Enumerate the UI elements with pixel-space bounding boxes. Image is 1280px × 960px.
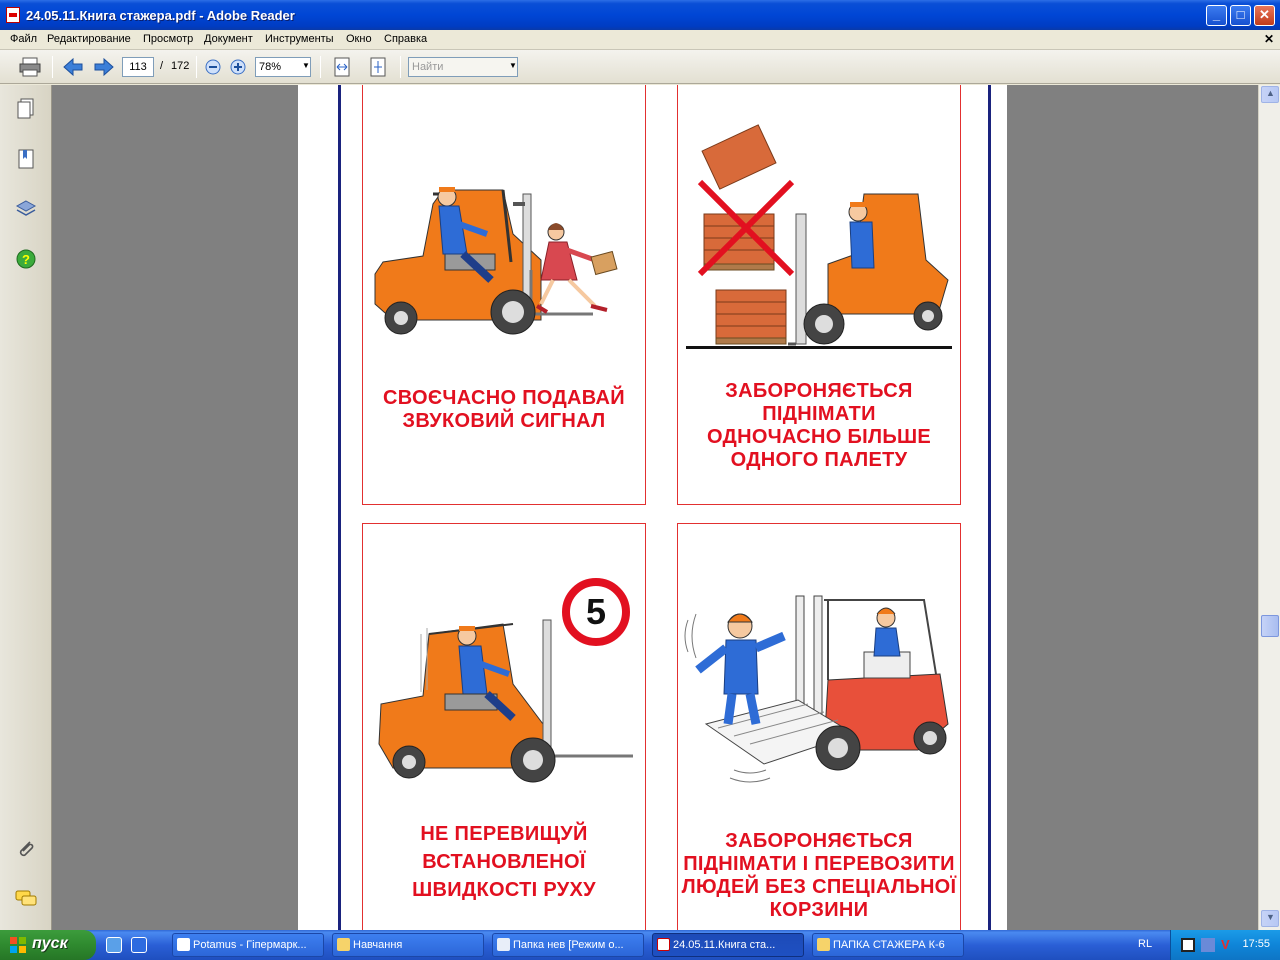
desktop-quicklaunch-icon[interactable] xyxy=(131,937,147,953)
ie-quicklaunch-icon[interactable] xyxy=(106,937,122,953)
safety-card-one-pallet xyxy=(677,85,961,505)
task-navchannya[interactable]: Навчання xyxy=(332,933,484,957)
card-title-speed: НЕ ПЕРЕВИЩУЙ ВСТАНОВЛЕНОЇ ШВИДКОСТІ РУХУ xyxy=(412,823,596,901)
scroll-thumb[interactable] xyxy=(1261,615,1279,637)
menu-window[interactable]: Окно xyxy=(346,33,372,45)
window-title: 24.05.11.Книга стажера.pdf - Adobe Reader xyxy=(26,8,295,23)
print-icon[interactable] xyxy=(18,57,42,77)
page-frame-right xyxy=(988,85,991,930)
menu-bar xyxy=(0,30,1280,50)
zoom-in-icon[interactable] xyxy=(229,57,247,77)
pages-icon[interactable] xyxy=(14,97,38,121)
navigation-panel xyxy=(0,85,52,930)
toolbar xyxy=(0,50,1280,84)
page-frame-left xyxy=(338,85,341,930)
page-total: 172 xyxy=(171,60,190,72)
menu-tools[interactable]: Инструменты xyxy=(265,33,334,45)
monitor-tray-icon[interactable] xyxy=(1201,938,1215,952)
network-tray-icon[interactable] xyxy=(1181,938,1195,952)
scroll-down-button[interactable] xyxy=(1261,910,1279,927)
pdf-app-icon xyxy=(6,7,20,23)
card-title-horn: СВОЄЧАСНО ПОДАВАЙ ЗВУКОВИЙ СИГНАЛ xyxy=(383,387,625,432)
find-dropdown-icon[interactable]: ▼ xyxy=(509,61,517,70)
bookmarks-icon[interactable] xyxy=(14,147,38,171)
zoom-level-select[interactable]: 78% xyxy=(255,57,311,77)
folder-task-icon xyxy=(337,938,350,951)
start-label: пуск xyxy=(32,935,68,952)
fit-width-icon[interactable] xyxy=(332,57,352,77)
safety-card-speed xyxy=(362,523,646,930)
scroll-up-button[interactable] xyxy=(1261,86,1279,103)
forklift-speed-illustration xyxy=(363,524,647,794)
folder-task-icon xyxy=(817,938,830,951)
menu-help[interactable]: Справка xyxy=(384,33,428,45)
taskbar xyxy=(0,930,1280,960)
attachments-icon[interactable] xyxy=(14,837,38,861)
task-potamus[interactable]: Potamus - Гіпермарк... xyxy=(172,933,324,957)
windows-logo-icon xyxy=(10,937,26,953)
menu-view[interactable]: Просмотр xyxy=(143,33,194,45)
menu-document[interactable]: Документ xyxy=(204,33,253,45)
start-button[interactable] xyxy=(0,930,96,960)
card-title-one-pallet: ЗАБОРОНЯЄТЬСЯ ПІДНІМАТИ ОДНОЧАСНО БІЛЬШЕ ОДНОГО ПАЛЕТУ xyxy=(706,380,932,471)
maximize-button[interactable]: □ xyxy=(1230,5,1251,26)
title-bar xyxy=(0,0,1280,30)
forklift-pallets-illustration xyxy=(678,85,962,364)
fit-page-icon[interactable] xyxy=(368,57,388,77)
svg-text:?: ? xyxy=(22,252,30,267)
page-separator: / xyxy=(160,60,164,72)
comments-icon[interactable] xyxy=(14,887,38,911)
system-tray xyxy=(1170,930,1280,960)
zoom-out-icon[interactable] xyxy=(204,57,222,77)
safety-card-horn xyxy=(362,85,646,505)
card-title-no-people: ЗАБОРОНЯЄТЬСЯ ПІДНІМАТИ І ПЕРЕВОЗИТИ ЛЮДЕЙ БЕЗ СПЕЦІАЛЬНОЇ КОРЗИНИ xyxy=(681,830,957,921)
speed-limit-sign: 5 xyxy=(585,591,607,632)
menu-edit[interactable]: Редактирование xyxy=(47,33,131,45)
document-close-icon[interactable]: ✕ xyxy=(1263,32,1274,46)
browser-task-icon xyxy=(177,938,190,951)
pdf-page xyxy=(298,85,1007,930)
close-button[interactable]: ✕ xyxy=(1254,5,1275,26)
vertical-scrollbar[interactable] xyxy=(1258,85,1280,930)
language-indicator[interactable]: RL xyxy=(1138,938,1153,950)
next-page-icon[interactable] xyxy=(93,57,115,77)
minimize-button[interactable]: _ xyxy=(1206,5,1227,26)
antivirus-tray-icon[interactable]: V xyxy=(1221,937,1230,952)
pdf-task-icon xyxy=(657,938,670,951)
document-task-icon xyxy=(497,938,510,951)
forklift-people-illustration xyxy=(678,524,962,804)
clock: 17:55 xyxy=(1242,938,1270,950)
help-icon[interactable] xyxy=(14,247,38,271)
chevron-down-icon: ▼ xyxy=(1266,912,1275,922)
chevron-up-icon: ▲ xyxy=(1266,88,1275,98)
zoom-dropdown-icon[interactable]: ▼ xyxy=(302,61,310,70)
safety-card-no-people xyxy=(677,523,961,930)
task-papka-nev[interactable]: Папка нев [Режим о... xyxy=(492,933,644,957)
task-papka-stazhera[interactable]: ПАПКА СТАЖЕРА К-6 xyxy=(812,933,964,957)
page-number-input[interactable]: 113 xyxy=(122,57,154,77)
menu-file[interactable]: Файл xyxy=(10,33,38,45)
forklift-horn-illustration xyxy=(363,85,647,344)
find-input[interactable]: Найти xyxy=(408,57,518,77)
previous-page-icon[interactable] xyxy=(62,57,84,77)
document-viewer[interactable] xyxy=(52,85,1258,930)
layers-icon[interactable] xyxy=(14,197,38,221)
task-adobe-reader[interactable]: 24.05.11.Книга ста... xyxy=(652,933,804,957)
